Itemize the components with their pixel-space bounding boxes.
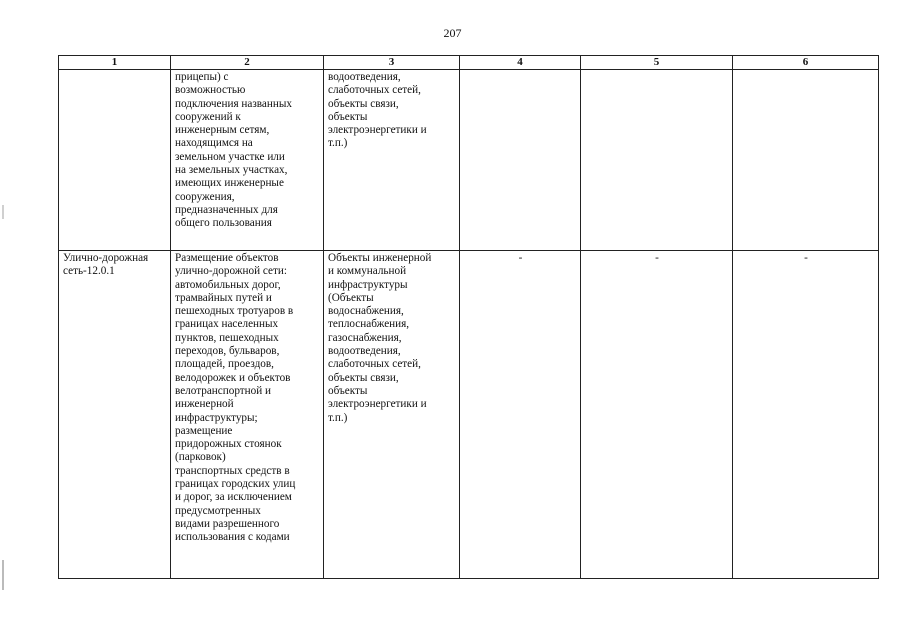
header-col-3: 3 bbox=[324, 56, 460, 70]
cell-col-6: - bbox=[733, 251, 879, 579]
cell-description: прицепы) с возможностью подключения названных сооружений к инженерным сетям, находящимся на земельном участке или на земельных участках, имеющих инженерные сооружения, предназначенных для общего пользования bbox=[171, 70, 324, 251]
table-row bbox=[59, 251, 879, 579]
cell-col-4: - bbox=[460, 251, 581, 579]
cell-permitted-objects: водоотведения, слаботочных сетей, объекты связи, объекты электроэнергетики и т.п.) bbox=[324, 70, 460, 251]
scan-mark bbox=[2, 205, 4, 219]
table-header bbox=[59, 56, 879, 70]
header-row bbox=[59, 56, 879, 70]
header-col-2: 2 bbox=[171, 56, 324, 70]
header-col-4: 4 bbox=[460, 56, 581, 70]
table-row bbox=[59, 70, 879, 251]
cell-land-use-name: Улично-дорожная сеть-12.0.1 bbox=[59, 251, 171, 579]
cell-col-4 bbox=[460, 70, 581, 251]
cell-col-5 bbox=[581, 70, 733, 251]
page-number: 207 bbox=[443, 26, 462, 40]
scan-mark bbox=[2, 560, 4, 590]
cell-land-use-name bbox=[59, 70, 171, 251]
cell-col-6 bbox=[733, 70, 879, 251]
header-col-6: 6 bbox=[733, 56, 879, 70]
document-table bbox=[58, 55, 879, 579]
header-col-1: 1 bbox=[59, 56, 171, 70]
cell-description: Размещение объектов улично-дорожной сети: автомобильных дорог, трамвайных путей и пешеходных тротуаров в границах населенных пунктов, пешеходных переходов, бульваров, площадей, проездов, велодорожек и объектов велотранспортной и инженерной инфраструктуры; размещение придорожных стоянок (парковок) транспортных средств в границах городских улиц и дорог, за исключением предусмотренных видами разрешенного использования с кодами bbox=[171, 251, 324, 579]
header-col-5: 5 bbox=[581, 56, 733, 70]
cell-permitted-objects: Объекты инженерной и коммунальной инфраструктуры (Объекты водоснабжения, теплоснабжения, газоснабжения, водоотведения, слаботочных сетей, объекты связи, объекты электроэнергетики и т.п.) bbox=[324, 251, 460, 579]
cell-col-5: - bbox=[581, 251, 733, 579]
